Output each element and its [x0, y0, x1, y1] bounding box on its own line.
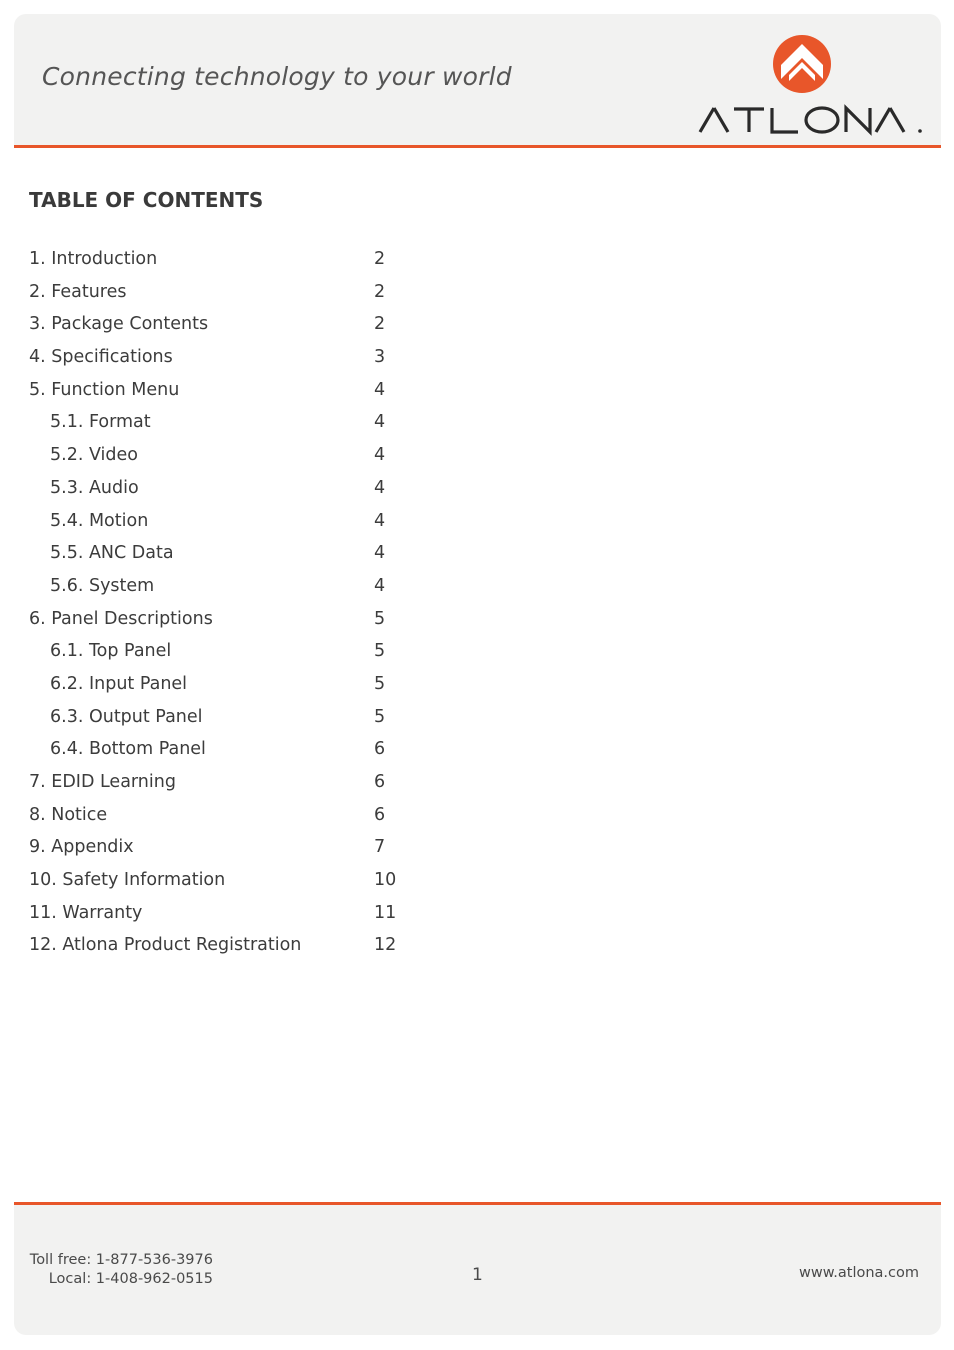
- toc-entry[interactable]: [29, 341, 409, 374]
- toc-entry-page: 11: [374, 902, 397, 923]
- toc-entry-label: 7. EDID Learning: [29, 772, 176, 792]
- toc-entry-page: 6: [374, 804, 386, 825]
- toc-entry-label: 9. Appendix: [29, 837, 134, 858]
- toc-entry-page: 5: [374, 706, 386, 727]
- toc-entry-label: 5.3. Audio: [50, 477, 139, 498]
- toc-entry[interactable]: [29, 864, 409, 897]
- toc-entry-page: 6: [374, 739, 386, 760]
- toc-entry-label: 1. Introduction: [29, 249, 158, 269]
- toc-entry-label: 6.1. Top Panel: [50, 641, 172, 662]
- toc-entry[interactable]: [29, 831, 409, 864]
- toc-entry[interactable]: [29, 276, 409, 309]
- toc-entry-page: 5: [374, 641, 386, 662]
- table-of-contents: [29, 243, 409, 962]
- header-tagline: Connecting technology to your world: [42, 62, 512, 91]
- toc-subentry[interactable]: [29, 505, 409, 538]
- toc-subentry[interactable]: [29, 406, 409, 439]
- toc-entry-page: 4: [374, 510, 386, 531]
- toc-entry-page: 2: [374, 314, 386, 335]
- toc-entry[interactable]: [29, 799, 409, 832]
- toc-entry-page: 2: [374, 249, 386, 269]
- toc-subentry[interactable]: [29, 472, 409, 505]
- toc-subentry[interactable]: [29, 668, 409, 701]
- toc-entry[interactable]: [29, 308, 409, 341]
- toc-entry-label: 8. Notice: [29, 804, 108, 825]
- toc-entry[interactable]: [29, 374, 409, 407]
- toc-entry[interactable]: [29, 929, 409, 962]
- toc-entry-label: 5.6. System: [50, 575, 155, 596]
- toc-entry-page: 4: [374, 445, 386, 466]
- atlona-logo: [694, 32, 926, 136]
- toc-entry-page: 4: [374, 412, 386, 433]
- atlona-logo-wordmark: [694, 102, 926, 136]
- toc-entry-page: 10: [374, 870, 397, 891]
- toc-entry-label: 6. Panel Descriptions: [29, 608, 213, 629]
- toc-subentry[interactable]: [29, 635, 409, 668]
- toc-entry[interactable]: [29, 897, 409, 930]
- toc-entry-label: 5. Function Menu: [29, 379, 180, 400]
- toc-subentry[interactable]: [29, 733, 409, 766]
- toc-entry-label: 6.4. Bottom Panel: [50, 739, 206, 760]
- toc-subentry[interactable]: [29, 537, 409, 570]
- toc-entry-page: 12: [374, 935, 397, 956]
- toc-entry-page: 6: [374, 772, 386, 792]
- toc-entry-page: 4: [374, 379, 386, 400]
- toc-entry-label: 6.2. Input Panel: [50, 673, 188, 694]
- toc-entry-page: 5: [374, 608, 386, 629]
- toc-subentry[interactable]: [29, 439, 409, 472]
- toc-entry-label: 2. Features: [29, 281, 127, 302]
- toc-entry-page: 4: [374, 477, 386, 498]
- website-link[interactable]: www.atlona.com: [799, 1265, 919, 1281]
- toc-entry-label: 12. Atlona Product Registration: [29, 935, 302, 956]
- toc-entry-label: 5.4. Motion: [50, 510, 149, 531]
- toc-entry-page: 3: [374, 347, 386, 368]
- toc-entry-page: 7: [374, 837, 386, 858]
- page-header: [14, 14, 941, 148]
- toc-title: TABLE OF CONTENTS: [29, 188, 264, 212]
- toc-entry-label: 5.1. Format: [50, 412, 151, 433]
- local-number: Local: 1-408-962-0515: [48, 1271, 213, 1287]
- toc-entry-label: 6.3. Output Panel: [50, 706, 203, 727]
- toc-entry-label: 10. Safety Information: [29, 870, 226, 891]
- toc-entry-page: 5: [374, 673, 386, 694]
- toc-subentry[interactable]: [29, 570, 409, 603]
- page-number: 1: [472, 1265, 483, 1285]
- toc-entry-page: 4: [374, 543, 386, 564]
- page-footer: [14, 1202, 941, 1335]
- toc-entry-label: 3. Package Contents: [29, 314, 209, 335]
- toc-entry-page: 4: [374, 575, 386, 596]
- toc-entry-label: 4. Specifications: [29, 347, 173, 368]
- toll-free-number: Toll free: 1-877-536-3976: [29, 1252, 213, 1268]
- atlona-logo-mark-icon: [772, 34, 832, 94]
- toc-entry-page: 2: [374, 281, 386, 302]
- toc-subentry[interactable]: [29, 701, 409, 734]
- toc-entry-label: 5.5. ANC Data: [50, 543, 174, 564]
- toc-entry[interactable]: [29, 766, 409, 799]
- toc-entry-label: 5.2. Video: [50, 445, 138, 466]
- toc-entry[interactable]: [29, 243, 409, 276]
- toc-entry-label: 11. Warranty: [29, 902, 143, 923]
- contact-info: [14, 1251, 213, 1289]
- toc-entry[interactable]: [29, 603, 409, 636]
